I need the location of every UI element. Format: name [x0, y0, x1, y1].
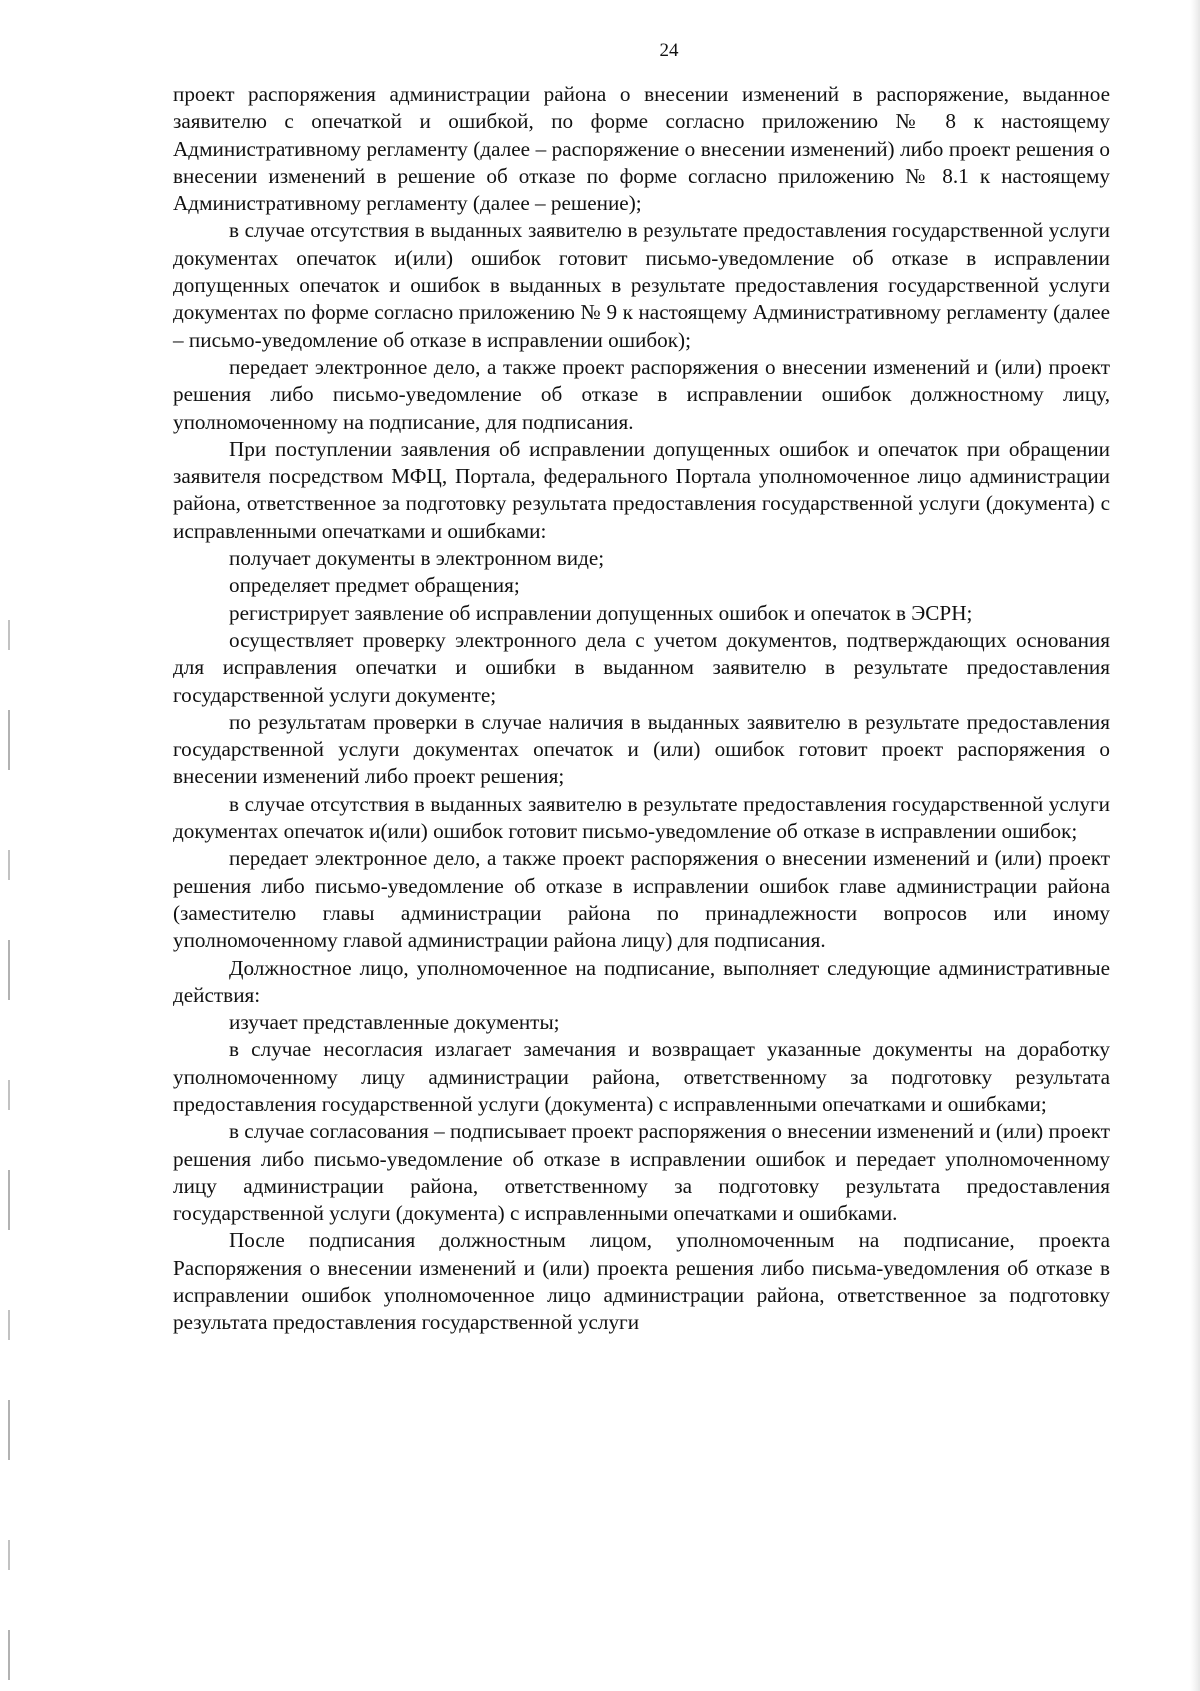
page-number: 24	[659, 40, 679, 61]
paragraph: При поступлении заявления об исправлении допущенных ошибок и опечаток при обращении заявителя посредством МФЦ, Портала, федерального Портала уполномоченное лицо администрации района, ответственное за подготовку результата предоставления государственной услуги (документа) с исправленными опечатками и ошибками:	[173, 436, 1110, 543]
paragraph: После подписания должностным лицом, уполномоченным на подписание, проекта Распоряжения о внесении изменений и (или) проекта решения либо письма-уведомления об отказе в исправлении ошибок уполномоченное лицо администрации района, ответственное за подготовку результата предоставления государственной услуги	[173, 1228, 1110, 1335]
paragraph: проект распоряжения администрации района о внесении изменений в распоряжение, выданное заявителю с опечаткой и ошибкой, по форме согласно приложению № 8 к настоящему Административному регламенту (далее – распоряжение о внесении изменений) либо проект решения о внесении изменений в решение об отказе по форме согласно приложению № 8.1 к настоящему Административному регламенту (далее – решение);	[173, 82, 1110, 216]
paragraph: Должностное лицо, уполномоченное на подписание, выполняет следующие административные действия:	[173, 955, 1110, 1007]
paragraph: в случае несогласия излагает замечания и возвращает указанные документы на доработку уполномоченному лицу администрации района, ответственному за подготовку результата предоставления государственной услуги (документа) с исправленными опечатками и ошибками;	[173, 1037, 1110, 1116]
paragraph: по результатам проверки в случае наличия в выданных заявителю в результате предоставления государственной услуги документах опечаток и (или) ошибок готовит проект распоряжения о внесении изменений либо проект решения;	[173, 709, 1110, 789]
paragraph: передает электронное дело, а также проект распоряжения о внесении изменений и (или) проект решения либо письмо-уведомление об отказе в исправлении ошибок главе администрации района (заместителю главы администрации района по принадлежности вопросов или иному уполномоченному главой администрации района лицу) для подписания.	[173, 846, 1110, 953]
scan-artifact-left	[8, 620, 10, 1680]
paragraph: изучает представленные документы;	[229, 1010, 560, 1035]
paragraph: в случае отсутствия в выданных заявителю в результате предоставления государственной услуги документах опечаток и(или) ошибок готовит письмо-уведомление об отказе в исправлении ошибок;	[173, 791, 1110, 844]
paragraph: определяет предмет обращения;	[229, 573, 520, 598]
scan-page-edge	[1190, 0, 1200, 1691]
paragraph: осуществляет проверку электронного дела с учетом документов, подтверждающих основания для исправления опечатки и ошибки в выданном заявителю в результате предоставления государственной услуги документе;	[173, 627, 1110, 707]
paragraph: передает электронное дело, а также проект распоряжения о внесении изменений и (или) проект решения либо письмо-уведомление об отказе в исправлении ошибок должностному лицу, уполномоченному на подписание, для подписания.	[173, 354, 1110, 434]
paragraph: регистрирует заявление об исправлении допущенных ошибок и опечаток в ЭСРН;	[229, 600, 973, 625]
paragraph: получает документы в электронном виде;	[229, 546, 605, 571]
paragraph: в случае согласования – подписывает проект распоряжения о внесении изменений и (или) проект решения либо письмо-уведомление об отказе в исправлении ошибок и передает уполномоченному лицу администрации района, ответственному за подготовку результата предоставления государственной услуги (документа) с исправленными опечатками и ошибками.	[173, 1119, 1110, 1226]
document-body	[173, 81, 1110, 1337]
paragraph: в случае отсутствия в выданных заявителю в результате предоставления государственной услуги документах опечаток и(или) ошибок готовит письмо-уведомление об отказе в исправлении допущенных опечаток и ошибок в выданных в результате предоставления государственной услуги документах по форме согласно приложению № 9 к настоящему Административному регламенту (далее – письмо-уведомление об отказе в исправлении ошибок);	[173, 218, 1110, 352]
